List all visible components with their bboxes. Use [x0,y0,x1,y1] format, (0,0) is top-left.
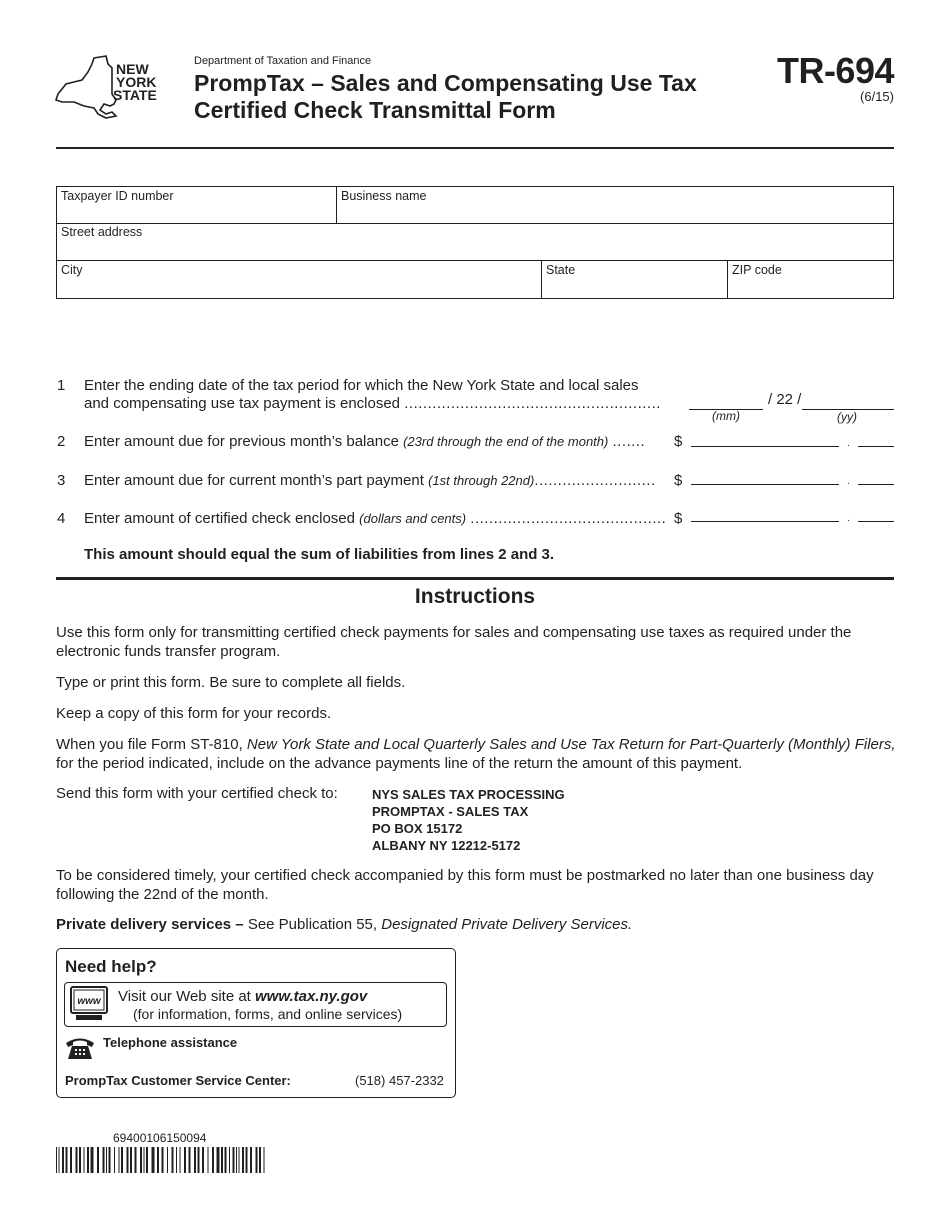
street-address-field[interactable] [57,223,893,260]
form-title [194,70,764,124]
instructions-divider [56,577,894,580]
business-name-field[interactable] [336,187,893,223]
barcode-bar [184,1147,186,1173]
barcode-bar [84,1147,85,1173]
barcode-bar [121,1147,123,1173]
barcode-bar [106,1147,107,1173]
website-link[interactable]: www.tax.ny.gov [255,988,368,1005]
barcode-bar [87,1147,89,1173]
barcode-bar [103,1147,105,1173]
barcode-bar [259,1147,261,1173]
barcode-bar [79,1147,81,1173]
barcode-bar [146,1147,148,1173]
form-title-line2: Certified Check Transmittal Form [194,97,556,123]
www-icon-text: www [77,996,101,1007]
barcode-bar [242,1147,244,1173]
line-4-dots: .......................................... [470,510,667,527]
barcode-bar [225,1147,227,1173]
line-2-label: Enter amount due for previous month’s balance [84,433,399,450]
new-york-state-logo [54,54,164,120]
instructions-p4-b: for the period indicated, include on the advance payments line of the return the amount of this payment. [56,755,743,772]
website-prefix: Visit our Web site at [118,988,251,1005]
barcode-bar [176,1147,177,1173]
sum-note: This amount should equal the sum of liabilities from lines 2 and 3. [84,546,555,563]
instructions-p2: Type or print this form. Be sure to complete all fields. [56,674,406,691]
website-line [118,988,367,1005]
barcode-bar [264,1147,265,1173]
state-label: State [546,263,576,277]
barcode-bar [144,1147,145,1173]
city-label: City [61,263,83,277]
barcode-bar [256,1147,258,1173]
line-2-cents-input[interactable] [858,446,894,447]
line-4-text [84,510,666,527]
city-field[interactable] [57,261,541,298]
barcode-bar [130,1147,132,1173]
street-address-label: Street address [61,225,143,239]
barcode-bar [250,1147,252,1173]
barcode-bar [97,1147,99,1173]
line-4-dollar-sign: $ [674,510,683,527]
address-line-1: NYS SALES TAX PROCESSING [372,787,565,802]
customer-service-label: PrompTax Customer Service Center: [65,1073,291,1088]
barcode-bar [162,1147,164,1173]
taxpayer-id-field[interactable] [57,187,336,223]
line-3-decimal-point: . [847,476,850,487]
line-2-text [84,433,645,450]
barcode-bar [239,1147,240,1173]
barcode [56,1147,268,1173]
barcode-bar [229,1147,230,1173]
address-line-2: PROMPTAX - SALES TAX [372,804,529,819]
barcode-bar [56,1147,57,1173]
barcode-bar [246,1147,248,1173]
instructions-p5: To be considered timely, your certified check accompanied by this form must be postmarked no later than one business day following the 22nd of the month. [56,867,874,903]
barcode-bar [119,1147,120,1173]
barcode-bar [62,1147,64,1173]
instructions-heading: Instructions [414,585,536,608]
pds-italic: Designated Private Delivery Services. [381,916,633,933]
line-1-yy-label: (yy) [837,410,857,424]
line-2-decimal-point: . [847,438,850,449]
line-3-dollar-sign: $ [674,472,683,489]
line-1-number: 1 [57,377,66,394]
barcode-bar [233,1147,235,1173]
barcode-bar [76,1147,78,1173]
website-description: (for information, forms, and online services) [133,1006,403,1022]
computer-icon [70,986,108,1022]
form-title-line1: PrompTax – Sales and Compensating Use Tax [194,70,697,96]
private-delivery-services [56,915,896,934]
line-3-label: Enter amount due for current month’s part payment [84,472,424,489]
barcode-bar [109,1147,111,1173]
pds-text: See Publication 55, [247,916,378,933]
line-4-decimal-point: . [847,513,850,524]
line-1-text-b [84,395,661,412]
taxpayer-row-2 [56,223,894,261]
barcode-bar [70,1147,72,1173]
send-label: Send this form with your certified check to: [56,785,338,802]
barcode-bar [157,1147,159,1173]
instructions-p4-italic: New York State and Local Quarterly Sales and Use Tax Return for Part-Quarterly (Monthly) Filers, [246,736,896,753]
barcode-bar [66,1147,68,1173]
line-2-dots: ....... [612,433,646,450]
zip-code-field[interactable] [727,261,893,298]
logo-text-state: STATE [113,87,157,103]
taxpayer-row-1 [56,186,894,224]
line-2-dollar-sign: $ [674,433,683,450]
barcode-bar [217,1147,220,1173]
line-3-text [84,472,656,489]
pds-bold: Private delivery services – [56,916,244,933]
barcode-bar [198,1147,200,1173]
barcode-bar [202,1147,204,1173]
line-4-cents-input[interactable] [858,521,894,522]
logo-text-new: NEW [116,61,149,77]
barcode-bar [172,1147,174,1173]
barcode-bar [212,1147,214,1173]
zip-code-label: ZIP code [732,263,782,277]
address-line-4: ALBANY NY 12212-5172 [372,838,521,853]
logo-text-york: YORK [116,74,157,90]
barcode-bar [208,1147,209,1173]
mailing-address [372,786,565,854]
line-2-number: 2 [57,433,66,450]
telephone-assistance-label: Telephone assistance [103,1035,238,1050]
state-field[interactable] [541,261,727,298]
instructions-p4-a: When you file Form ST-810, [56,736,243,753]
barcode-bar [194,1147,196,1173]
line-3-dollars-input[interactable] [691,484,839,485]
line-3-cents-input[interactable] [858,484,894,485]
barcode-number: 69400106150094 [113,1131,207,1145]
form-revision: (6/15) [860,89,894,104]
line-3-dots: .......................... [534,472,656,489]
taxpayer-row-3 [56,260,894,299]
barcode-bar [127,1147,129,1173]
barcode-bar [236,1147,237,1173]
barcode-bar [180,1147,181,1173]
barcode-bar [152,1147,155,1173]
telephone-icon [65,1036,95,1060]
line-1-text-b-label: and compensating use tax payment is enclosed [84,395,401,412]
barcode-bar [91,1147,94,1173]
barcode-bar [140,1147,142,1173]
line-3-italic: (1st through 22nd) [428,473,535,488]
instructions-p4 [56,735,896,773]
line-3-number: 3 [57,472,66,489]
line-2-dollars-input[interactable] [691,446,839,447]
line-4-italic: (dollars and cents) [359,511,467,526]
line-1-text-a: Enter the ending date of the tax period for which the New York State and local sales [84,377,639,394]
barcode-bar [135,1147,137,1173]
line-2-italic: (23rd through the end of the month) [403,434,609,449]
taxpayer-id-label: Taxpayer ID number [61,189,174,203]
barcode-bar [221,1147,223,1173]
address-line-3: PO BOX 15172 [372,821,463,836]
line-1-dots: ....................................................... [404,395,661,412]
line-4-label: Enter amount of certified check enclosed [84,510,355,527]
customer-service-phone: (518) 457-2332 [355,1073,444,1088]
line-1-mm-label: (mm) [712,409,740,423]
barcode-bar [189,1147,191,1173]
instructions-p3: Keep a copy of this form for your records. [56,705,332,722]
department-name: Department of Taxation and Finance [194,55,372,67]
instructions-p1: Use this form only for transmitting certified check payments for sales and compensating use taxes as required under the electronic funds transfer program. [56,624,852,660]
line-1-date-separator: / 22 / [768,391,802,408]
form-number: TR-694 [776,50,894,91]
barcode-bar [59,1147,60,1173]
need-help-heading: Need help? [65,957,157,976]
line-4-number: 4 [57,510,66,527]
barcode-bar [167,1147,168,1173]
barcode-bar [114,1147,115,1173]
header-divider [56,147,894,149]
business-name-label: Business name [341,189,427,203]
line-4-dollars-input[interactable] [691,521,839,522]
